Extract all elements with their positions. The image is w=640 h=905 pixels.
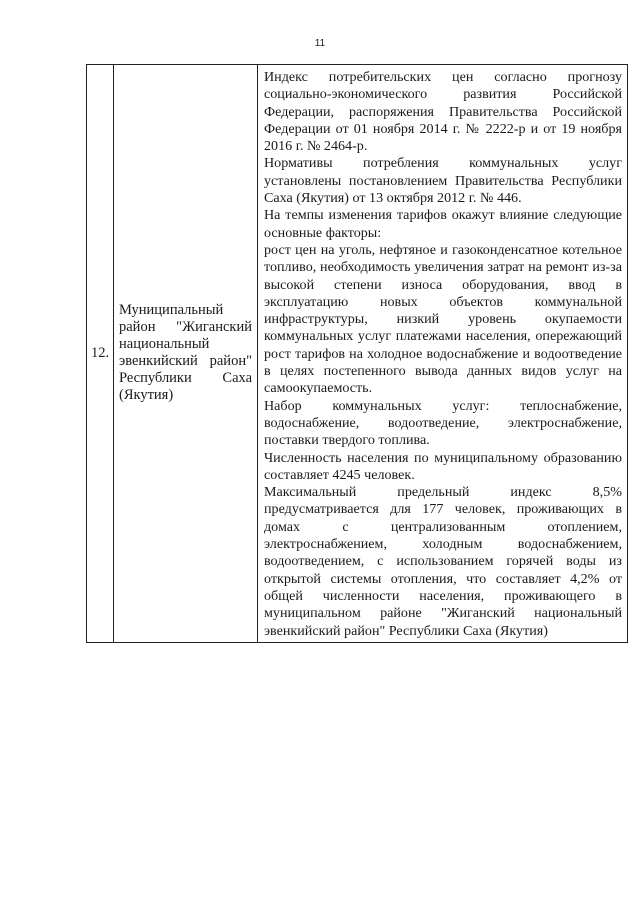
tariff-table [86,64,628,643]
row-number-cell: 12. [87,65,114,643]
paragraph-factors-list: рост цен на уголь, нефтяное и газоконденсатное котельное топливо, необходимость увеличения затрат на ремонт из-за высокой степени износа оборудования, ввод в эксплуатацию новых объектов коммунальной инфраструктуры, низкий уровень окупаемости коммунальных услуг платежами населения, опережающий рост тарифов на холодное водоснабжение и водоотведение в целях постепенного вывода данных видов услуг на самоокупаемость. [264,241,622,397]
paragraph-population: Численность населения по муниципальному образованию составляет 4245 человек. [264,449,622,483]
page-number: 11 [314,38,326,49]
table-row [87,65,628,643]
paragraph-price-index: Индекс потребительских цен согласно прогнозу социально-экономического развития Российской Федерации, распоряжения Правительства Российской Федерации от 01 ноября 2014 г. № 2222-р и от 19 ноября 2016 г. № 2464-р. [264,69,622,155]
description-cell [258,65,628,643]
paragraph-consumption-norms: Нормативы потребления коммунальных услуг установлены постановлением Правительства Республики Саха (Якутия) от 13 октября 2012 г. № 446. [264,155,622,207]
paragraph-utility-set: Набор коммунальных услуг: теплоснабжение, водоснабжение, водоотведение, электроснабжение, поставки твердого топлива. [264,397,622,449]
paragraph-factors-intro: На темпы изменения тарифов окажут влияние следующие основные факторы: [264,207,622,241]
municipality-cell: Муниципальный район "Жиганский национальный эвенкийский район" Республики Саха (Якутия) [114,65,258,643]
paragraph-max-index: Максимальный предельный индекс 8,5% предусматривается для 177 человек, проживающих в домах с централизованным отоплением, электроснабжением, холодным водоснабжением, водоотведением, с использованием горячей воды из открытой системы отопления, что составляет 4,2% от общей численности населения, проживающего в муниципальном районе "Жиганский национальный эвенкийский район" Республики Саха (Якутия) [264,484,622,639]
